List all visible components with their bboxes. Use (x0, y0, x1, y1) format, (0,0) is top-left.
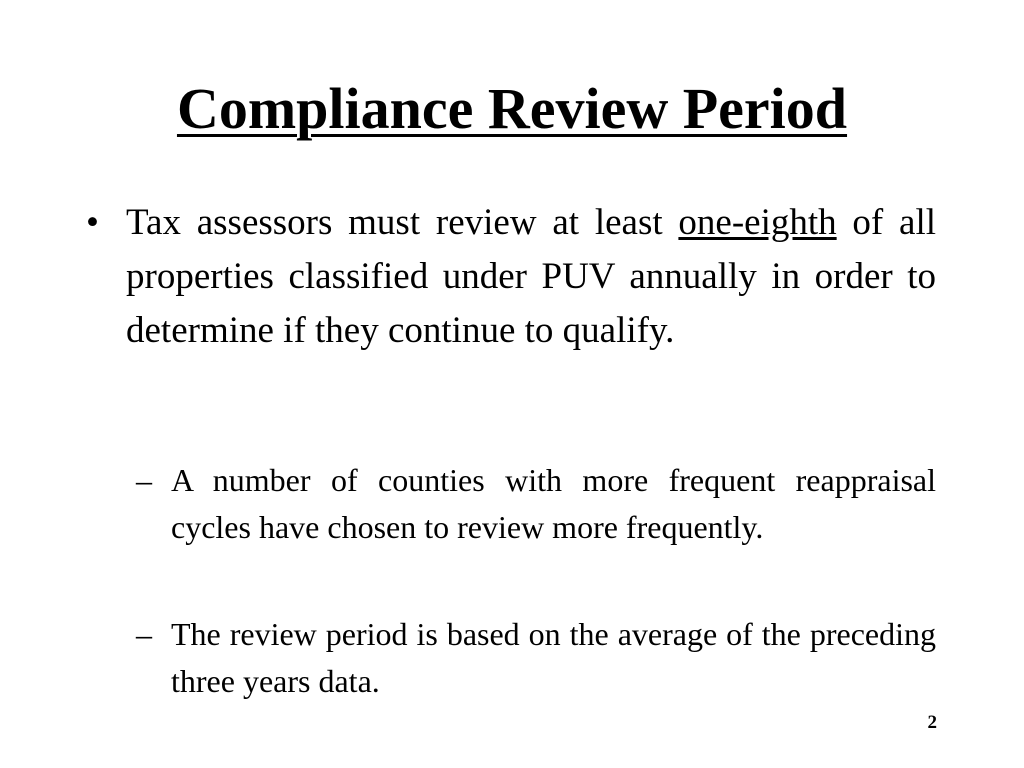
sub-bullet-marker: – (136, 462, 152, 498)
sub-bullet-counties (136, 457, 936, 551)
bullet-emphasis: one-eighth (678, 202, 837, 243)
page-number: 2 (927, 712, 937, 733)
main-bullet (86, 196, 936, 358)
sub-bullet-marker: – (136, 616, 152, 652)
sub-bullet-text: A number of counties with more frequent reappraisal cycles have chosen to review more frequently. (171, 462, 936, 545)
bullet-marker: • (86, 202, 99, 243)
bullet-text-after: of all properties classified under PUV annually in order to determine if they continue to qualify. (126, 202, 936, 351)
sub-bullet-review-period (136, 611, 936, 705)
slide-title: Compliance Review Period (176, 76, 848, 141)
sub-bullet-text: The review period is based on the average of the preceding three years data. (171, 616, 936, 699)
bullet-text-before: Tax assessors must review at least (126, 202, 679, 243)
